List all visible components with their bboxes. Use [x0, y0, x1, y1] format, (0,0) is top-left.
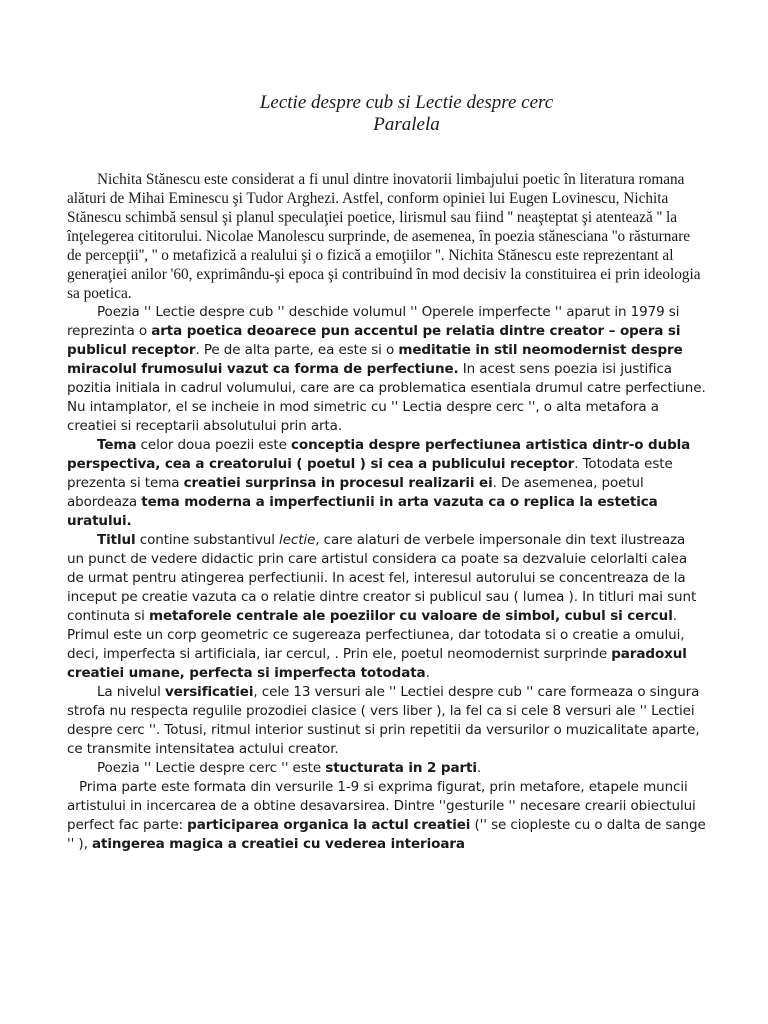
bold-text: paradoxul creatiei umane, perfecta si imperfecta totodata [67, 646, 687, 681]
paragraph [67, 303, 706, 436]
text-segment: . [425, 665, 430, 681]
bold-text: metaforele centrale ale poeziilor cu valoare de simbol, cubul si cercul [149, 608, 673, 624]
paragraph [67, 170, 706, 303]
text-segment: Prima parte este formata din versurile 1-9 si exprima figurat, prin metafore, etapele muncii artistului in incercarea de a obtine desavarsirea. Dintre ''gesturile '' necesare crearii obiectului perfect fac parte: [67, 779, 696, 833]
text-segment: Poezia '' Lectie despre cerc '' este [97, 760, 326, 776]
paragraph [67, 759, 706, 778]
bold-text: participarea organica la actul creatiei [187, 817, 471, 833]
text-segment: . Primul este un corp geometric ce sugereaza perfectiunea, dar totodata si o creatie a omului, deci, imperfecta si artificiala, iar cercul, . Prin ele, poetul neomodernist surprinde [67, 608, 685, 662]
title-line: Lectie despre cub si Lectie despre cerc [259, 92, 554, 113]
text-segment: La nivelul [97, 684, 165, 700]
text-segment: Nichita Stănescu este considerat a fi unul dintre inovatorii limbajului poetic în literatura romana alături de Mihai Eminescu şi Tudor Arghezi. Astfel, conform opiniei lui Eugen Lovinescu, Nichita Stănescu schimbă sensul şi planul speculaţiei poetice, lirismul sau fiind '' neaşteptat şi atentează '' la înţelegerea cititorului. Nicolae Manolescu surprinde, de asemenea, în poezia stănesciana ''o răsturnare de percepţii'', '' o metafizică a realului şi o fizică a emoţiilor ''. Nichita Stănescu este reprezentant al generaţiei anilor '60, exprimându-şi epoca şi contribuind în mod decisiv la constituirea ei prin ideologia sa poetica. [67, 171, 701, 302]
italic-text: lectie [279, 532, 316, 548]
text-segment: . Totodata este prezenta si tema [67, 456, 673, 491]
bold-text: tema moderna a imperfectiunii in arta vazuta ca o replica la estetica uratului. [67, 494, 658, 529]
bold-text: conceptia despre perfectiunea artistica dintr-o dubla perspectiva, cea a creatorului ( poetul ) si cea a publicului receptor [67, 437, 691, 472]
text-segment: . Pe de alta parte, ea este si o [195, 342, 399, 358]
subtitle-line: Paralela [373, 114, 440, 135]
text-segment: , care alaturi de verbele impersonale din text ilustreaza un punct de vedere didactic prin care artistul considera ca poate sa dezvaluie celorlalti calea de urmat pentru atingerea perfectiunii. In acest fel, interesul autorului se concentreaza de la inceput pe creatie vazuta ca o relatie dintre creator si publicul sau ( lumea ). In titluri mai sunt continuta si [67, 532, 697, 624]
paragraph [67, 436, 706, 531]
text-segment: . [476, 760, 482, 776]
text-segment: contine substantivul [135, 532, 280, 548]
bold-text: atingerea magica a creatiei cu vederea interioara [91, 836, 465, 852]
bold-text: creatiei surprinsa in procesul realizarii ei [183, 475, 493, 491]
text-segment: ('' se ciopleste cu o dalta de sange '' ), [67, 817, 706, 852]
bold-text: Titlul [97, 532, 136, 548]
text-segment: , cele 13 versuri ale '' Lectiei despre cub '' care formeaza o singura strofa nu respecta regulile prozodiei clasice ( vers liber ), la fel ca si cele 8 versuri ale '' Lectiei despre cerc ''. Totusi, ritmul interior sustinut si prin repetitii da versurilor o muzicalitate aparte, ce transmite intensitatea actului creator. [67, 684, 700, 757]
text-segment: Poezia '' Lectie despre cub '' deschide volumul '' Operele imperfecte '' aparut in 1979 si reprezinta o [67, 304, 680, 339]
document-title [67, 92, 706, 136]
bold-text: meditatie in stil neomodernist despre miracolul frumosului vazut ca forma de perfectiune. [67, 342, 683, 377]
paragraph [67, 778, 706, 854]
bold-text: Tema [97, 437, 137, 453]
text-segment: celor doua poezii este [136, 437, 292, 453]
bold-text: versificatiei [164, 684, 254, 700]
bold-text: stucturata in 2 parti [325, 760, 477, 776]
bold-text: arta poetica deoarece pun accentul pe relatia dintre creator – opera si publicul receptor [67, 323, 681, 358]
paragraph [67, 683, 706, 759]
text-segment: . De asemenea, poetul abordeaza [67, 475, 644, 510]
text-segment: In acest sens poezia isi justifica pozitia initiala in cadrul volumului, care are ca problematica esentiala drumul catre perfectiune. Nu intamplator, el se incheie in mod simetric cu '' Lectia despre cerc '', o alta metafora a creatiei si receptarii absolutului prin arta. [67, 361, 706, 434]
document-body [67, 170, 706, 854]
paragraph [67, 531, 706, 683]
